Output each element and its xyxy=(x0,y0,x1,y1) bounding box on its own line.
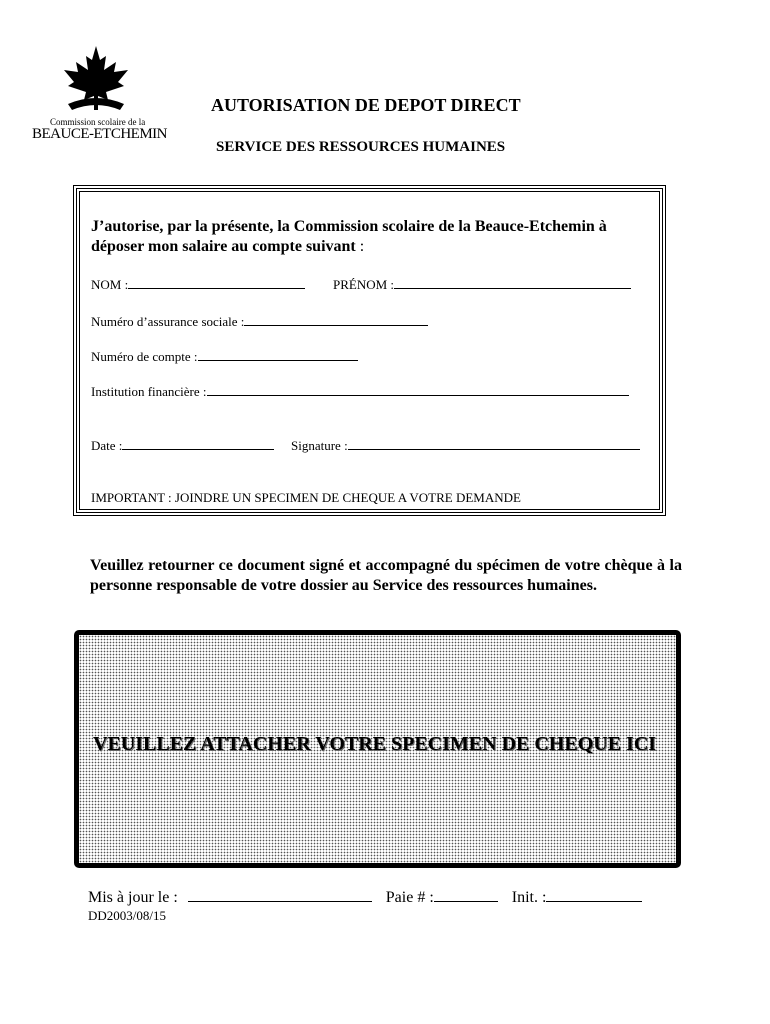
init-field[interactable] xyxy=(546,887,642,902)
maple-leaf-icon xyxy=(58,44,134,116)
nom-label: NOM : xyxy=(91,277,129,292)
signature-field[interactable] xyxy=(291,437,640,454)
prenom-field[interactable] xyxy=(333,276,631,293)
page-subtitle: SERVICE DES RESSOURCES HUMAINES xyxy=(216,139,506,155)
prenom-label: PRÉNOM : xyxy=(333,277,395,292)
signature-label: Signature : xyxy=(291,438,348,453)
logo-line2: BEAUCE-ETCHEMIN xyxy=(32,126,167,142)
updated-label: Mis à jour le : xyxy=(88,889,178,906)
document-code: DD2003/08/15 xyxy=(88,908,166,923)
paie-label: Paie # : xyxy=(385,889,434,906)
updated-field[interactable] xyxy=(188,887,372,902)
important-note: IMPORTANT : JOINDRE UN SPECIMEN DE CHEQUE A VOTRE DEMANDE xyxy=(91,490,521,505)
paie-field[interactable] xyxy=(434,887,498,902)
account-number-field[interactable] xyxy=(91,348,358,365)
nas-field[interactable] xyxy=(91,313,428,330)
nom-field[interactable] xyxy=(91,276,305,293)
authorization-statement: J’autorise, par la présente, la Commission scolaire de la Beauce-Etchemin à déposer mon salaire au compte suivant : xyxy=(91,218,607,255)
logo-line1: Commission scolaire de la xyxy=(50,117,146,127)
institution-label: Institution financière : xyxy=(91,384,207,399)
logo xyxy=(30,44,167,144)
account-number-label: Numéro de compte : xyxy=(91,349,198,364)
institution-field[interactable] xyxy=(91,383,629,400)
cheque-attach-label: VEUILLEZ ATTACHER VOTRE SPECIMEN DE CHEQUE ICI xyxy=(93,733,657,755)
date-label: Date : xyxy=(91,438,123,453)
page-title: AUTORISATION DE DEPOT DIRECT xyxy=(211,95,521,115)
nas-label: Numéro d’assurance sociale : xyxy=(91,314,245,329)
footer-fields xyxy=(88,887,642,907)
date-field[interactable] xyxy=(91,437,274,454)
return-instructions: Veuillez retourner ce document signé et accompagné du spécimen de votre chèque à la personne responsable de votre dossier au Service des ressources humaines. xyxy=(90,557,682,594)
init-label: Init. : xyxy=(511,889,547,906)
